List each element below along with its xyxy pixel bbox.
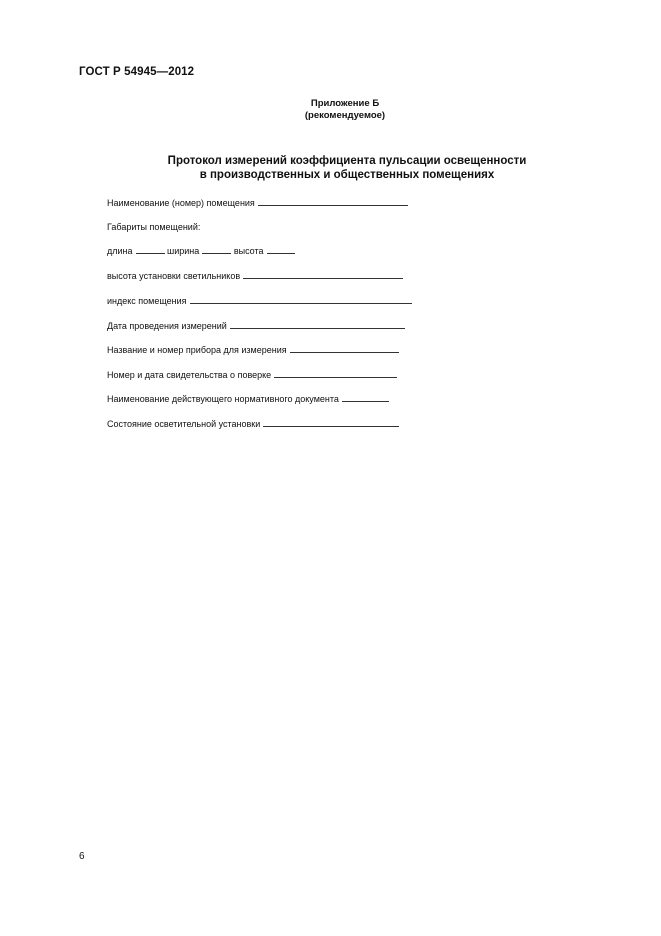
field-length-label: длина: [107, 246, 133, 256]
appendix-title: Приложение Б: [310, 98, 380, 109]
protocol-title-line1: Протокол измерений коэффициента пульсации освещенности: [167, 155, 527, 167]
field-verification-certificate: [107, 369, 397, 381]
appendix-status: (рекомендуемое): [304, 110, 386, 121]
field-room-name: [107, 197, 408, 209]
field-lighting-condition-label: Состояние осветительной установки: [107, 419, 261, 429]
protocol-title-line2: в производственных и общественных помещениях: [199, 169, 495, 181]
field-length-blank[interactable]: [136, 245, 165, 254]
field-room-dimensions-label: Габариты помещений:: [107, 222, 201, 232]
field-room-dimensions: [107, 221, 200, 233]
field-lighting-condition: [107, 418, 399, 430]
field-height-label: высота: [233, 246, 264, 256]
field-room-name-blank[interactable]: [258, 197, 408, 206]
field-lighting-condition-blank[interactable]: [263, 418, 399, 427]
field-normative-document-blank[interactable]: [342, 393, 389, 402]
field-normative-document-label: Наименование действующего нормативного документа: [107, 394, 339, 404]
page-number: 6: [79, 851, 85, 862]
field-measurement-date: [107, 320, 405, 332]
field-room-name-label: Наименование (номер) помещения: [107, 198, 255, 208]
field-height-blank[interactable]: [267, 245, 295, 254]
field-measurement-date-label: Дата проведения измерений: [107, 321, 227, 331]
field-room-index-label: индекс помещения: [107, 296, 187, 306]
standard-header: ГОСТ Р 54945—2012: [79, 66, 195, 78]
field-normative-document: [107, 393, 389, 405]
field-luminaire-height-blank[interactable]: [243, 270, 403, 279]
field-width-blank[interactable]: [202, 245, 231, 254]
field-instrument: [107, 344, 399, 356]
field-instrument-blank[interactable]: [290, 344, 399, 353]
field-width-label: ширина: [167, 246, 200, 256]
field-verification-certificate-blank[interactable]: [274, 369, 397, 378]
field-luminaire-height: [107, 270, 403, 282]
field-measurement-date-blank[interactable]: [230, 320, 405, 329]
field-luminaire-height-label: высота установки светильников: [107, 271, 241, 281]
field-verification-certificate-label: Номер и дата свидетельства о поверке: [107, 370, 272, 380]
field-dimensions-row: [107, 245, 295, 257]
field-room-index-blank[interactable]: [190, 295, 412, 304]
field-instrument-label: Название и номер прибора для измерения: [107, 345, 287, 355]
field-room-index: [107, 295, 412, 307]
